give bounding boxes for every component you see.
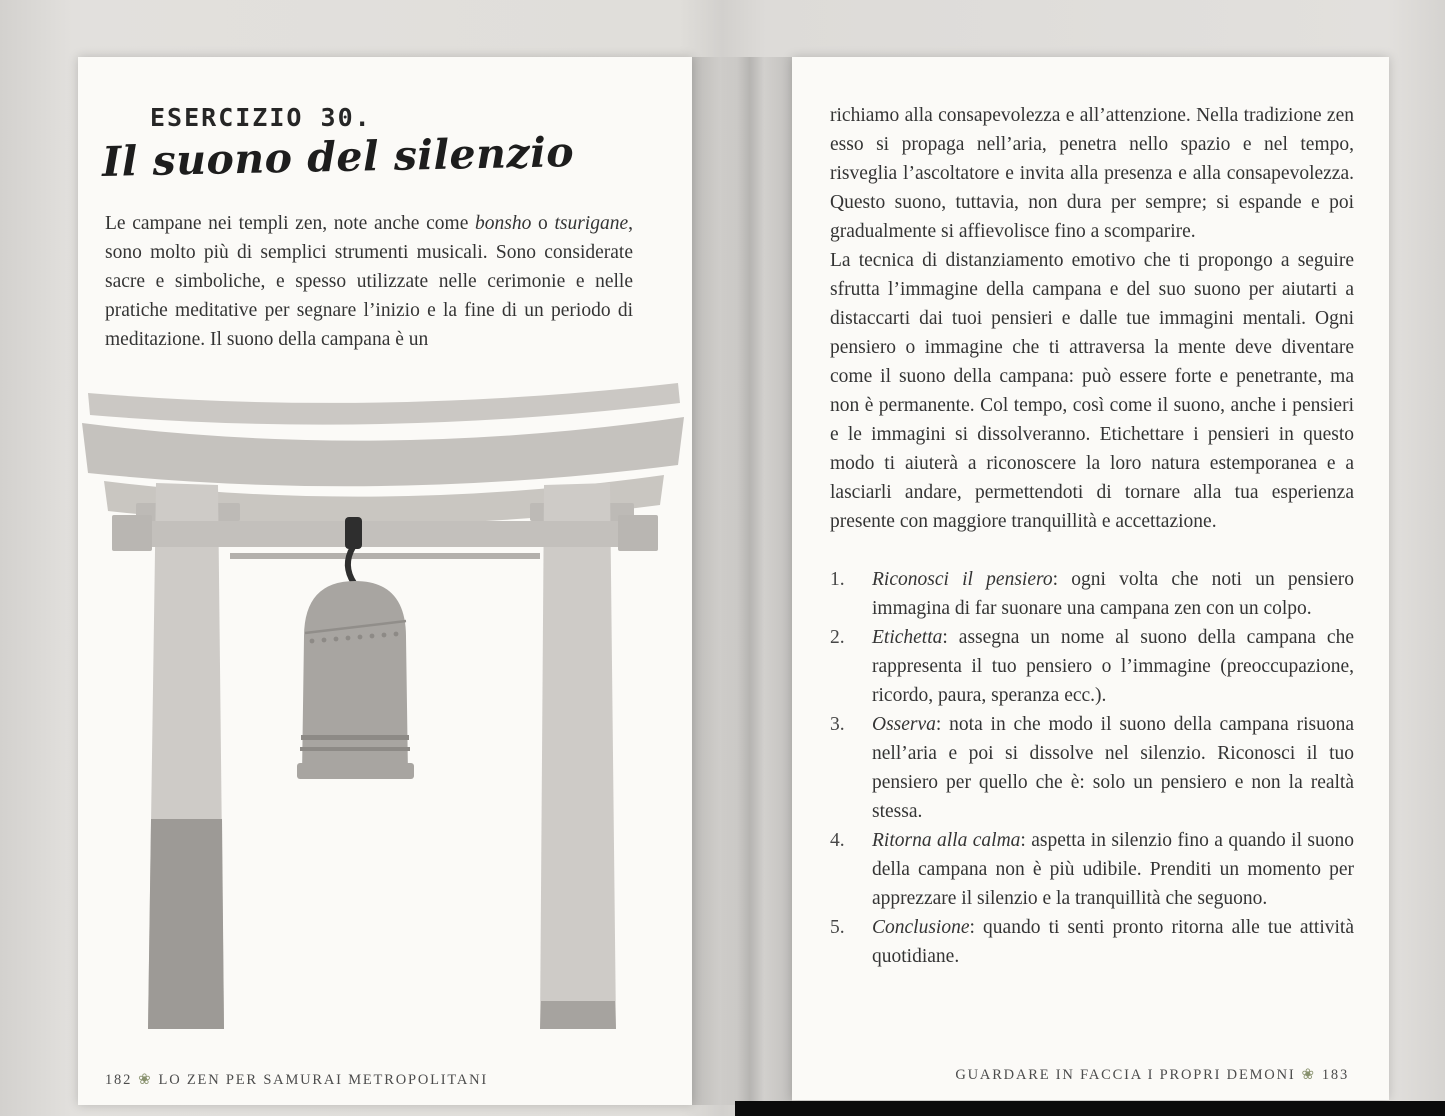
list-item [830, 826, 1354, 913]
bell-hook [345, 517, 362, 549]
right-page-footer [955, 1065, 1349, 1084]
torii-bell-illustration [78, 369, 692, 1037]
torii-beam-underline [230, 553, 540, 559]
temple-bell [302, 581, 408, 775]
chapter-title: GUARDARE IN FACCIA I PROPRI DEMONI [955, 1067, 1296, 1083]
list-item [830, 565, 1354, 623]
step-lead: Osserva [872, 714, 936, 735]
page-number: 182 [105, 1072, 133, 1088]
step-text: : nota in che modo il suono della campana risuona nell’aria e poi si dissolve nel silenzio. Riconosci il tuo pensiero per quello che è: solo un pensiero e non la realtà stessa. [872, 714, 1354, 822]
torii-right-pillar-base [540, 1001, 616, 1029]
step-number: 5. [830, 917, 845, 938]
step-number: 3. [830, 714, 845, 735]
flower-icon: ❀ [1301, 1065, 1316, 1083]
right-page [792, 57, 1389, 1100]
intro-segment-italic: tsurigane [554, 213, 629, 234]
steps-list [830, 565, 1354, 971]
scan-edge-bar [735, 1101, 1445, 1116]
bell-hook-loop [348, 547, 354, 583]
torii-beam [116, 521, 654, 547]
step-lead: Etichetta [872, 627, 943, 648]
step-text: : aspetta in silenzio fino a quando il suono della campana non è più udibile. Prenditi un momento per apprezzare il silenzio e la tranquillità che seguono. [872, 830, 1354, 909]
list-item [830, 913, 1354, 971]
right-text-column [830, 101, 1354, 971]
step-text: : quando ti senti pronto ritorna alle tue attività quotidiane. [872, 917, 1354, 967]
intro-segment-italic: bonsho [475, 213, 532, 234]
step-number: 2. [830, 627, 845, 648]
intro-segment: Le campane nei templi zen, note anche come [105, 213, 476, 234]
body-paragraph-1: richiamo alla consapevolezza e all’attenzione. Nella tradizione zen esso si propaga nell’aria, penetra nello spazio e nel tempo, risveglia l’ascoltatore e invita alla presenza e alla consapevolezza. Questo suono, tuttavia, non dura per sempre; si espande e poi gradualmente si affievolisce fino a scomparire. [830, 105, 1354, 242]
intro-segment: , sono molto più di semplici strumenti musicali. Sono considerate sacre e simboliche, e spesso utilizzate nelle cerimonie e nelle pratiche meditative per segnare l’inizio e la fine di un periodo di meditazione. Il suono della campana è un [105, 213, 633, 350]
page-gutter [692, 57, 792, 1105]
step-lead: Conclusione [872, 917, 970, 938]
exercise-title: Il suono del silenzio [101, 128, 575, 186]
torii-left-pillar-base [148, 819, 224, 1029]
exercise-label: ESERCIZIO 30. [150, 103, 372, 132]
step-lead: Ritorna alla calma [872, 830, 1021, 851]
body-paragraph-2: La tecnica di distanziamento emotivo che ti propongo a seguire sfrutta l’immagine della campana e del suo suono per aiutarti a distaccarti dai tuoi pensieri e dalle tue immagini mentali. Ogni pensiero o immagine che ti attraversa la mente deve diventare come il suono della campana: può essere forte e penetrante, ma non è permanente. Col tempo, così come il suono, anche i pensieri e le immagini si dissolveranno. Etichettare i pensieri in questo modo ti aiuterà a riconoscere la loro natura estemporanea e a lasciarli andare, permettendoti di tornare alla tua esperienza presente con maggiore tranquillità e accettazione. [830, 250, 1354, 532]
step-text: : ogni volta che noti un pensiero immagina di far suonare una campana zen con un colpo. [872, 569, 1354, 619]
book-title: LO ZEN PER SAMURAI METROPOLITANI [158, 1072, 489, 1088]
step-number: 4. [830, 830, 845, 851]
torii-beam-cap-left [112, 515, 152, 551]
list-item [830, 710, 1354, 826]
step-lead: Riconosci il pensiero [872, 569, 1053, 590]
intro-segment: o [531, 213, 555, 234]
list-item [830, 623, 1354, 710]
left-page [78, 57, 692, 1105]
bell-band-1 [301, 735, 409, 740]
torii-right-pillar [540, 483, 616, 1029]
intro-paragraph [105, 209, 633, 354]
bell-band-2 [300, 747, 410, 751]
torii-roof-main [82, 417, 684, 486]
page-number: 183 [1321, 1067, 1349, 1083]
step-text: : assegna un nome al suono della campana che rappresenta il tuo pensiero o l’immagine (preoccupazione, ricordo, paura, speranza ecc.). [872, 627, 1354, 706]
left-page-footer [105, 1070, 488, 1089]
torii-beam-cap-right [618, 515, 658, 551]
temple-bell-lip [297, 763, 414, 779]
flower-icon: ❀ [138, 1070, 153, 1088]
torii-roof-top [88, 383, 680, 425]
step-number: 1. [830, 569, 845, 590]
